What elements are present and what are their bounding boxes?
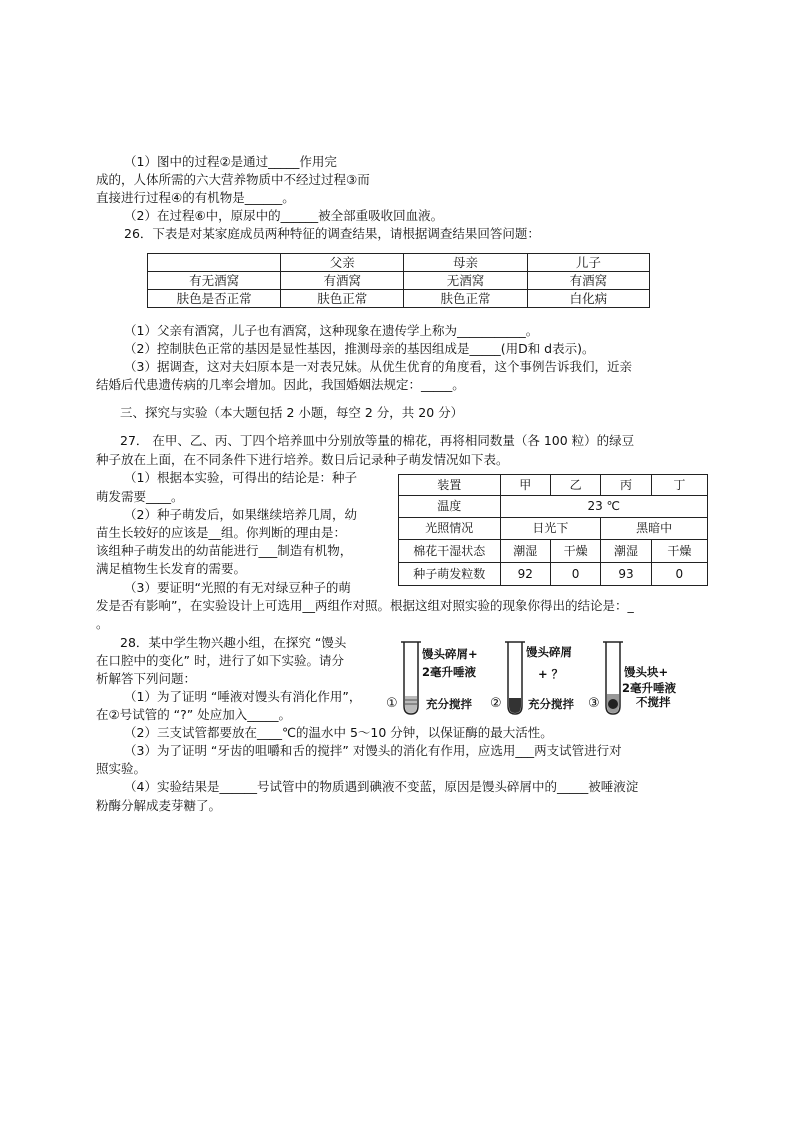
tube-number-1: ① [386,696,398,711]
table-header-group: 乙 [550,475,600,496]
seed-germination-table [398,474,708,586]
q26-intro: 26．下表是对某家庭成员两种特征的调查结果，请根据调查结果回答问题： [124,226,540,241]
table-cell: 93 [601,563,651,586]
table-row [399,518,708,540]
table-header-count: 种子萌发粒数 [399,563,501,586]
q25-part1-line3: 直接进行过程④的有机物是______。 [96,190,295,205]
table-header-son: 儿子 [527,254,649,272]
test-tube-3 [603,642,623,714]
q27-part1-line2: 萌发需要____。 [96,489,184,504]
table-cell: 无酒窝 [404,272,527,290]
tube-1-label-1: 馒头碎屑+ [422,647,478,661]
q28-part4-line2: 粉酶分解成麦芽糖了。 [96,798,222,813]
section-3-heading: 三、探究与实验（本大题包括 2 小题，每空 2 分，共 20 分） [120,405,464,420]
table-cell: 0 [651,563,707,586]
test-tube-1 [401,642,421,714]
table-cell: 潮湿 [500,540,550,563]
table-cell: 有酒窝 [281,272,404,290]
tube-1-label-2: 2毫升唾液 [422,665,477,679]
q27-intro-line2: 种子放在上面，在不同条件下进行培养。数日后记录种子萌发情况如下表。 [96,452,509,467]
q28-intro-line1: 28．某中学生物兴趣小组，在探究 “馒头 [120,635,347,650]
q27-part2-line1: （2）种子萌发后，如果继续培养几周，幼 [124,507,357,522]
tube-number-3: ③ [588,696,600,711]
table-cell: 0 [550,563,600,586]
table-cell: 黑暗中 [601,518,708,540]
table-cell: 肤色正常 [404,290,527,308]
table-header-group: 丙 [601,475,651,496]
q27-part3-line3: 。 [96,616,109,631]
table-row [399,496,708,518]
table-header-moisture: 棉花干湿状态 [399,540,501,563]
q25-part2: （2）在过程⑥中，原尿中的______被全部重吸收回血液。 [124,208,444,223]
q27-part3-line1: （3）要证明“光照的有无对绿豆种子的萌 [124,580,351,595]
q28-part1-line2: 在②号试管的 “?” 处应加入_____。 [96,707,291,722]
table-header-father: 父亲 [281,254,404,272]
table-row [148,290,650,308]
q28-part1-line1: （1）为了证明 “唾液对馒头有消化作用”， [124,689,362,704]
q27-part2-line2: 苗生长较好的应该是__组。你判断的理由是： [96,525,347,540]
q25-part1-line1: （1）图中的过程②是通过_____作用完 [124,154,337,169]
table-row [399,475,708,496]
table-cell: 有无酒窝 [148,272,281,290]
table-row [148,272,650,290]
q27-part2-line3: 该组种子萌发出的幼苗能进行___制造有机物， [96,543,353,558]
q25-part1-line2: 成的，人体所需的六大营养物质中不经过过程③而 [96,172,370,187]
table-row [399,563,708,586]
table-header-device: 装置 [399,475,501,496]
table-cell: 潮湿 [601,540,651,563]
table-row [399,540,708,563]
table-cell: 有酒窝 [527,272,649,290]
table-cell [148,254,281,272]
table-cell: 92 [500,563,550,586]
tube-2-label-2: + ？ [538,667,564,681]
table-header-mother: 母亲 [404,254,527,272]
q26-part3-line2: 结婚后代患遗传病的几率会增加。因此，我国婚姻法规定：_____。 [96,377,465,392]
q28-part4-line1: （4）实验结果是______号试管中的物质遇到碘液不变蓝，原因是馒头碎屑中的_____被唾液淀 [124,779,639,794]
test-tube-figure [386,638,706,720]
table-header-temperature: 温度 [399,496,501,518]
table-cell: 干燥 [550,540,600,563]
q26-part1: （1）父亲有酒窝，儿子也有酒窝，这种现象在遗传学上称为___________。 [124,323,539,338]
q26-part3-line1: （3）据调查，这对夫妇原本是一对表兄妹。从优生优育的角度看，这个事例告诉我们，近亲 [124,359,632,374]
tube-3-label-1: 馒头块+ [624,665,669,679]
table-cell: 干燥 [651,540,707,563]
table-header-light: 光照情况 [399,518,501,540]
table-cell: 日光下 [500,518,601,540]
tube-3-label-3: 不搅拌 [636,695,671,709]
q27-part2-line4: 满足植物生长发育的需要。 [96,561,247,576]
q26-part2: （2）控制肤色正常的基因是显性基因，推测母亲的基因组成是_____(用D和 d表示)。 [124,341,595,356]
family-trait-table [147,253,650,308]
q28-intro-line2: 在口腔中的变化” 时，进行了如下实验。请分 [96,653,344,668]
table-header-group: 甲 [500,475,550,496]
table-cell: 肤色是否正常 [148,290,281,308]
tube-2-label-1: 馒头碎屑 [526,645,572,659]
test-tube-2 [505,642,525,714]
tube-2-label-3: 充分搅拌 [528,697,574,711]
q27-part3-line2: 发是否有影响”，在实验设计上可选用__两组作对照。根据这组对照实验的现象你得出的结论是：_ [96,598,634,613]
tube-1-label-3: 充分搅拌 [426,697,472,711]
q27-part1-line1: （1）根据本实验，可得出的结论是：种子 [124,470,357,485]
table-cell: 白化病 [527,290,649,308]
table-header-group: 丁 [651,475,707,496]
q28-part2: （2）三支试管都要放在____℃的温水中 5～10 分钟，以保证酶的最大活性。 [124,725,553,740]
table-cell: 肤色正常 [281,290,404,308]
tube-3-label-2: 2毫升唾液 [622,681,677,695]
tube-number-2: ② [490,696,502,711]
q28-part3-line1: （3）为了证明 “牙齿的咀嚼和舌的搅拌” 对馒头的消化有作用，应选用___两支试管进行对 [124,743,622,758]
q28-intro-line3: 析解答下列问题： [96,671,197,686]
q27-intro-line1: 27． 在甲、乙、丙、丁四个培养皿中分别放等量的棉花，再将相同数量（各 100 粒）的绿豆 [120,433,635,448]
table-cell: 23 ℃ [500,496,708,518]
q28-part3-line2: 照实验。 [96,761,147,776]
